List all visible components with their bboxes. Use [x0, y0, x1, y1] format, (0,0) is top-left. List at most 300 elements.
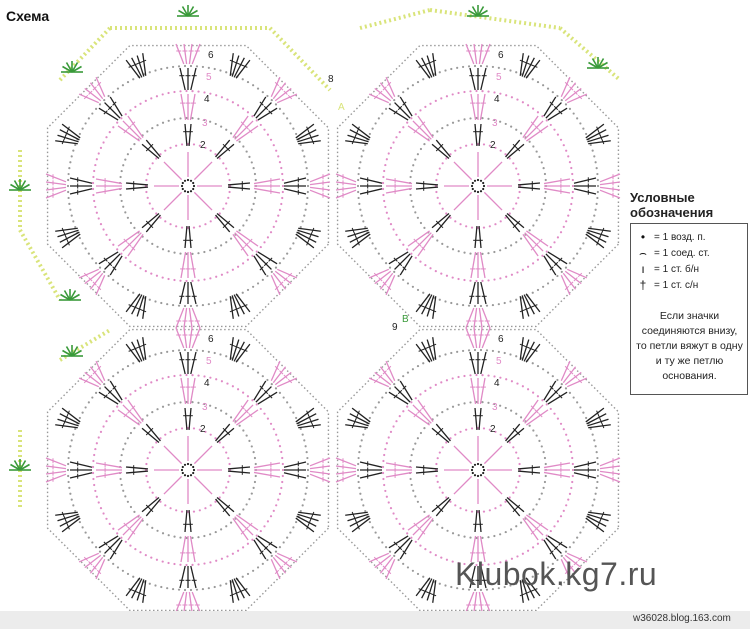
chain-ring — [152, 446, 154, 448]
chain-ring — [486, 305, 488, 307]
chain-ring — [452, 406, 454, 408]
chain-ring — [152, 162, 154, 164]
chain-ring — [220, 126, 222, 128]
chain-ring — [563, 226, 565, 228]
chain-ring — [74, 226, 76, 228]
chain-ring — [203, 251, 205, 253]
chain-ring — [275, 220, 277, 222]
chain-ring — [193, 226, 195, 228]
chain-ring — [149, 486, 151, 488]
chain-ring — [260, 124, 262, 126]
chain-ring — [270, 231, 272, 233]
row-number: 6 — [498, 50, 504, 61]
chain-ring — [227, 173, 229, 175]
stitch — [588, 141, 611, 144]
chain-ring — [94, 490, 96, 492]
chain-ring — [567, 439, 569, 441]
chain-ring — [414, 443, 416, 445]
chain-ring — [481, 253, 483, 255]
chain-ring — [504, 437, 506, 439]
chain-ring — [271, 555, 273, 557]
stitch — [471, 94, 476, 120]
stitch — [454, 162, 472, 180]
chain-ring — [95, 546, 97, 548]
chain-ring — [382, 460, 384, 462]
chain-ring — [440, 273, 442, 275]
chain-ring — [429, 551, 431, 553]
chain-ring — [361, 155, 363, 157]
chain-ring — [107, 559, 109, 561]
row-number: 2 — [200, 424, 206, 435]
chain-ring — [481, 537, 483, 539]
stitch — [189, 308, 192, 328]
stitch — [588, 425, 611, 428]
chain-ring — [537, 543, 539, 545]
chain-ring — [553, 525, 555, 527]
chain-ring — [230, 522, 232, 524]
chain-ring — [576, 117, 578, 119]
chain-ring — [422, 78, 424, 80]
stitch — [189, 328, 192, 348]
chain-ring — [498, 351, 500, 353]
chain-ring — [471, 510, 473, 512]
chain-ring — [168, 120, 170, 122]
chain-ring — [271, 271, 273, 273]
chain-ring — [248, 214, 250, 216]
stitch — [520, 296, 523, 319]
chain-ring — [593, 439, 595, 441]
chain-ring — [399, 239, 401, 241]
stitch — [96, 472, 122, 477]
chain-ring — [246, 150, 248, 152]
chain-ring — [91, 112, 93, 114]
chain-ring — [424, 106, 426, 108]
chain-ring — [522, 101, 524, 103]
chain-ring — [154, 353, 156, 355]
chain-ring — [122, 164, 124, 166]
chain-ring — [124, 443, 126, 445]
chain-ring — [168, 404, 170, 406]
chain-ring — [98, 501, 100, 503]
chain-ring — [181, 226, 183, 228]
chain-ring — [203, 562, 205, 564]
chain-ring — [160, 302, 162, 304]
center-ring — [181, 469, 183, 471]
chain-ring — [414, 211, 416, 213]
stitch — [85, 555, 101, 567]
chain-ring — [92, 466, 94, 468]
chain-ring — [255, 179, 257, 181]
chain-ring — [150, 381, 152, 383]
chain-ring — [145, 191, 147, 193]
chain-ring — [561, 383, 563, 385]
chain-ring — [181, 427, 183, 429]
chain-ring — [282, 463, 284, 465]
chain-ring — [450, 302, 452, 304]
chain-ring — [119, 194, 121, 196]
chain-ring — [410, 401, 412, 403]
center-ring — [472, 188, 474, 190]
chain-ring — [412, 490, 414, 492]
chain-ring — [256, 250, 258, 252]
chain-ring — [220, 410, 222, 412]
chain-ring — [596, 481, 598, 483]
chain-ring — [178, 305, 180, 307]
chain-ring — [303, 499, 305, 501]
chain-ring — [150, 97, 152, 99]
chain-ring — [127, 289, 129, 291]
chain-ring — [402, 528, 404, 530]
chain-ring — [439, 299, 441, 301]
stitch — [310, 187, 330, 190]
chain-ring — [82, 128, 84, 130]
chain-ring — [155, 212, 157, 214]
chain-ring — [79, 237, 81, 239]
stitch — [90, 273, 102, 289]
chain-ring — [510, 244, 512, 246]
chain-ring — [151, 411, 153, 413]
stitch — [336, 174, 356, 182]
chain-ring — [597, 475, 599, 477]
chain-ring — [247, 365, 249, 367]
chain-ring — [592, 434, 594, 436]
stitch — [466, 44, 474, 64]
chain-ring — [541, 208, 543, 210]
chain-ring — [275, 434, 277, 436]
stitch — [254, 179, 280, 184]
chain-ring — [545, 475, 547, 477]
chain-ring — [538, 156, 540, 158]
chain-ring — [220, 528, 222, 530]
chain-ring — [520, 132, 522, 134]
chain-ring — [159, 153, 161, 155]
chain-ring — [247, 289, 249, 291]
chain-ring — [197, 536, 199, 538]
chain-ring — [279, 392, 281, 394]
chain-ring — [515, 129, 517, 131]
stitch — [470, 282, 475, 304]
stitch — [273, 557, 285, 573]
chain-ring — [505, 531, 507, 533]
chain-ring — [254, 457, 256, 459]
chain-ring — [273, 144, 275, 146]
chain-ring — [116, 122, 118, 124]
chain-ring — [517, 481, 519, 483]
chain-ring — [582, 412, 584, 414]
stitch — [277, 378, 297, 387]
chain-ring — [214, 501, 216, 503]
chain-ring — [384, 206, 386, 208]
chain-ring — [481, 90, 483, 92]
chain-ring — [139, 387, 141, 389]
chain-ring — [369, 133, 371, 135]
chain-ring — [515, 486, 517, 488]
chain-ring — [457, 278, 459, 280]
chain-ring — [149, 451, 151, 453]
chain-ring — [419, 393, 421, 395]
chain-ring — [567, 499, 569, 501]
chain-ring — [95, 392, 97, 394]
chain-ring — [202, 350, 204, 352]
chain-ring — [542, 84, 544, 86]
center-ring — [483, 185, 485, 187]
stitch — [386, 188, 412, 193]
chain-ring — [227, 197, 229, 199]
chain-ring — [383, 484, 385, 486]
chain-ring — [122, 84, 124, 86]
stitch — [298, 512, 321, 515]
stitch — [484, 192, 502, 210]
chain-ring — [392, 512, 394, 514]
chain-ring — [98, 217, 100, 219]
stitch — [475, 510, 477, 532]
chain-ring — [149, 299, 151, 301]
chain-ring — [489, 225, 491, 227]
chain-ring — [69, 209, 71, 211]
chain-ring — [412, 164, 414, 166]
chain-ring — [546, 250, 548, 252]
chain-ring — [219, 300, 221, 302]
stitch — [189, 510, 191, 532]
stitch — [369, 94, 389, 103]
chain-ring — [120, 537, 122, 539]
chain-ring — [454, 150, 456, 152]
chain-ring — [436, 130, 438, 132]
chain-ring — [518, 463, 520, 465]
stitch — [544, 179, 570, 184]
chain-ring — [246, 503, 248, 505]
chain-ring — [193, 143, 195, 145]
chain-ring — [541, 115, 543, 117]
chain-ring — [156, 379, 158, 381]
stitch — [466, 308, 474, 328]
stitch — [191, 68, 196, 90]
center-ring — [474, 474, 476, 476]
stitch — [126, 187, 148, 189]
chain-ring — [569, 108, 571, 110]
chain-ring — [597, 185, 599, 187]
chain-ring — [399, 131, 401, 133]
chain-ring — [74, 510, 76, 512]
stitch — [482, 44, 490, 64]
chain-ring — [242, 108, 244, 110]
chain-ring — [529, 513, 531, 515]
chain-ring — [409, 478, 411, 480]
chain-ring — [516, 271, 518, 273]
chain-ring — [486, 349, 488, 351]
stitch — [386, 472, 412, 477]
chain-ring — [67, 191, 69, 193]
chain-ring — [407, 566, 409, 568]
chain-ring — [481, 401, 483, 403]
chain-ring — [537, 289, 539, 291]
chain-ring — [172, 588, 174, 590]
chain-ring — [253, 167, 255, 169]
chain-ring — [572, 469, 574, 471]
chain-ring — [504, 501, 506, 503]
chain-ring — [286, 252, 288, 254]
chain-ring — [251, 399, 253, 401]
chain-ring — [412, 368, 414, 370]
chain-ring — [232, 101, 234, 103]
chain-ring — [412, 570, 414, 572]
stitch — [600, 458, 620, 466]
stitch — [85, 88, 101, 100]
chain-ring — [463, 536, 465, 538]
chain-ring — [248, 498, 250, 500]
stitch — [474, 44, 477, 64]
chain-ring — [251, 208, 253, 210]
chain-ring — [569, 445, 571, 447]
chain-ring — [417, 81, 419, 83]
chain-ring — [565, 267, 567, 269]
chain-ring — [596, 167, 598, 169]
chain-ring — [389, 267, 391, 269]
chain-ring — [541, 445, 543, 447]
stitch — [470, 352, 475, 374]
stitch — [369, 269, 389, 278]
chain-ring — [571, 197, 573, 199]
chain-ring — [544, 173, 546, 175]
center-ring — [182, 182, 184, 184]
chain-ring — [518, 475, 520, 477]
chain-ring — [571, 457, 573, 459]
chain-ring — [552, 279, 554, 281]
chain-ring — [185, 564, 187, 566]
chain-ring — [504, 217, 506, 219]
chain-ring — [100, 507, 102, 509]
chain-ring — [565, 387, 567, 389]
chain-ring — [196, 65, 198, 67]
chain-ring — [509, 300, 511, 302]
chain-ring — [358, 167, 360, 169]
chain-ring — [382, 182, 384, 184]
chain-ring — [127, 153, 129, 155]
chain-ring — [100, 223, 102, 225]
chain-ring — [378, 117, 380, 119]
stitch — [79, 269, 99, 278]
chain-ring — [71, 215, 73, 217]
chain-ring — [442, 208, 444, 210]
chain-ring — [252, 368, 254, 370]
chain-ring — [357, 197, 359, 199]
chain-ring — [232, 553, 234, 555]
chain-ring — [105, 518, 107, 520]
chain-ring — [423, 427, 425, 429]
chain-ring — [449, 217, 451, 219]
chain-ring — [102, 512, 104, 514]
chain-ring — [424, 548, 426, 550]
legend-label: = 1 ст. б/н — [654, 263, 700, 275]
chain-ring — [109, 239, 111, 241]
chain-ring — [459, 507, 461, 509]
stitch — [46, 174, 66, 182]
chain-ring — [149, 583, 151, 585]
stitch — [277, 269, 297, 278]
stitch — [275, 271, 291, 283]
stitch — [191, 352, 196, 374]
chain-ring — [362, 504, 364, 506]
chain-ring — [139, 103, 141, 105]
chain-ring — [169, 431, 171, 433]
center-ring — [471, 185, 473, 187]
stitch — [479, 308, 482, 328]
chain-ring — [263, 129, 265, 131]
chain-ring — [92, 472, 94, 474]
stitch — [230, 337, 233, 360]
chain-ring — [196, 305, 198, 307]
join-label: 9 — [392, 322, 398, 333]
chain-ring — [79, 417, 81, 419]
chain-ring — [536, 434, 538, 436]
chain-ring — [393, 383, 395, 385]
stitch — [360, 473, 382, 478]
stitch — [600, 187, 620, 190]
stitch — [454, 192, 472, 210]
chain-ring — [179, 536, 181, 538]
chain-ring — [469, 374, 471, 376]
chain-ring — [93, 484, 95, 486]
chain-ring — [91, 257, 93, 259]
chain-ring — [202, 304, 204, 306]
stitch — [386, 463, 412, 468]
chain-ring — [226, 555, 228, 557]
join-label: А — [338, 102, 345, 113]
chain-ring — [358, 487, 360, 489]
chain-ring — [197, 374, 199, 376]
chain-ring — [156, 95, 158, 97]
legend-item-chain — [636, 229, 743, 245]
chain-ring — [146, 239, 148, 241]
row-number: 5 — [206, 356, 212, 367]
chain-ring — [169, 147, 171, 149]
chain-ring — [596, 197, 598, 199]
chain-ring — [419, 260, 421, 262]
stitch — [386, 77, 395, 97]
chain-ring — [563, 428, 565, 430]
stitch — [310, 474, 330, 482]
chain-ring — [190, 65, 192, 67]
chain-ring — [145, 463, 147, 465]
chain-ring — [253, 451, 255, 453]
stitch — [194, 192, 212, 210]
chain-ring — [119, 478, 121, 480]
stitch — [46, 471, 66, 474]
chain-ring — [237, 266, 239, 268]
chain-ring — [222, 492, 224, 494]
chain-ring — [358, 451, 360, 453]
chain-ring — [214, 352, 216, 354]
chain-ring — [96, 212, 98, 214]
chain-ring — [592, 220, 594, 222]
stitch — [475, 408, 477, 430]
chain-ring — [92, 460, 94, 462]
chain-ring — [280, 487, 282, 489]
chain-ring — [529, 229, 531, 231]
chain-ring — [435, 384, 437, 386]
chain-ring — [386, 158, 388, 160]
chain-ring — [146, 523, 148, 525]
chain-ring — [145, 554, 147, 556]
chain-ring — [99, 267, 101, 269]
chain-ring — [469, 280, 471, 282]
chain-ring — [483, 226, 485, 228]
chain-ring — [512, 162, 514, 164]
chain-ring — [307, 185, 309, 187]
chain-ring — [191, 537, 193, 539]
chain-ring — [93, 200, 95, 202]
chain-ring — [252, 84, 254, 86]
